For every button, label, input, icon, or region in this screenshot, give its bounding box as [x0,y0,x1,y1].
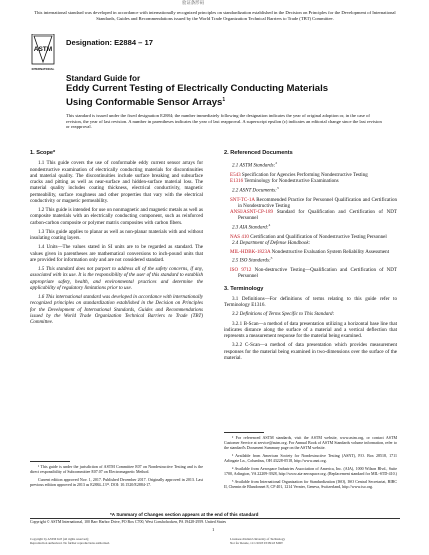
paragraph-1-1: 1.1 This guide covers the use of conformable eddy current sensor arrays for nondestructive examination of electrically conducting materials for discontinuities and material quality. The discontinuities include surface breaking and subsurface cracks and pitting as well as near-surface and hidden-surface material loss. The material quality includes coating thickness, electrical conductivity, magnetic permeability, surface roughness and other properties that vary with the electrical conductivity or magnetic permeability. [30,160,203,204]
paragraph-1-5: 1.5 This standard does not purport to address all of the safety concerns, if any, associated with its use. It is the responsibility of the user of this standard to establish appropriate safety, health, and environmental practices and determine the applicability of regulatory limitations prior to use. [30,266,203,291]
ref-snt-tc-1a: SNT-TC-1A [230,196,255,203]
logo-subtext: INTERNATIONAL [31,67,55,71]
standard-issue-note: This standard is issued under the fixed designation E2884; the number immediately following the designation indicates the year of original adoption or, in the case of revision, the year of last revision. A number in parentheses indicates the year of last reapproval. A superscript epsilon (ε) indicates an editorial change since the last revision or reapproval. [66,113,382,130]
paragraph-1-3: 1.3 This guide applies to planar as well as non-planar materials with and without insulating coating layers. [30,228,203,241]
iso-standards-label: 2.5 ISO Standards: [232,257,271,264]
ref-cp-189: ANSI/ASNT-CP-189 [230,209,273,216]
logo-text: ASTM [33,46,53,53]
paragraph-1-4: 1.4 Units—The values stated in SI units are to be regarded as standard. The values given in parentheses are mathematical conversions to inch-pound units that are provided for information only and are not considered standard. [30,244,203,263]
footnote-rule-left [30,461,70,462]
asnt-documents-label: 2.2 ASNT Documents: [232,187,277,194]
title-footnote-ref: 1 [222,96,226,103]
license-left: Copyright by ASTM Int'l (all rights reserved); Reproduction authorized. No further reproductions authorized. [30,537,110,545]
footnote-4: ⁴ Available from Aerospace Industries Association of America, Inc. (AIA), 1000 Wilson Blvd., Suite 1700, Arlington, VA 22209-3928, http://www.aia-aerospace.org. (Replacement standard for MIL-STD-410.) [224,466,397,476]
ref-link-e543[interactable]: E543 [230,172,241,179]
ref-nas-410: NAS 410 [230,233,249,240]
title-line-1: Standard Guide for [66,74,141,83]
footer-rule [30,518,400,519]
license-right: Licensee=Dalian University of Technology Not for Resale, 11/1/2018 03:09:43 MDT [230,537,286,545]
left-footnotes [30,464,203,490]
left-column [30,150,203,328]
footnote-1-edition: Current edition approved Nov. 1, 2017. Published December 2017. Originally approved in 2013. Last previous edition approved in 2013 as E2884–13¹¹. DOI: 10.1520/E2884-17. [30,477,203,487]
paragraph-1-6: 1.6 This international standard was developed in accordance with internationally recognized principles on standardization established in the Decision on Principles for the Development of International Standards, Guides and Recommendations issued by the World Trade Organization Technical Barriers to Trade (TBT) Committee. [30,294,203,325]
dod-handbook-label: 2.4 Department of Defense Handbook: [232,239,311,246]
document-title [66,74,328,108]
scope-heading: 1. Scope* [30,150,56,156]
title-line-3: Using Conformable Sensor Arrays [66,96,223,108]
aia-standard-label: 2.3 AIA Standard: [232,224,269,231]
paragraph-3-1: 3.1 Definitions—For definitions of terms relating to this guide refer to Terminology E1316. [224,295,397,309]
title-line-2: Eddy Current Testing of Electrically Conducting Materials [66,83,329,94]
astm-logo [30,34,56,74]
paragraph-3-2: 3.2 Definitions of Terms Specific to This Standard: [232,311,335,318]
ref-iso-9712: ISO 9712 [230,267,252,274]
right-footnotes [224,435,397,492]
footnote-5: ⁵ Available from International Organization for Standardization (ISO), ISO Central Secretariat, BIBC II, Chemin de Blandonnet 8, CP 401, 1214 Vernier, Geneva, Switzerland, http://www.iso.org. [224,479,397,489]
ref-mil-hdbk: MIL-HDBK-1823A [230,249,271,256]
summary-of-changes-note: *A Summary of Changes section appears at the end of this standard [110,512,259,517]
astm-standards-label: 2.1 ASTM Standards: [232,162,276,169]
license-footer [30,537,410,545]
page-number: 1 [212,527,215,532]
footnote-rule-right [224,432,264,433]
referenced-documents-heading: 2. Referenced Documents [224,150,293,156]
designation: Designation: E2884 – 17 [66,38,153,47]
paragraph-1-2: 1.2 This guide is intended for use on nonmagnetic and magnetic metals as well as composite materials with an electrically conducting component, such as reinforced carbon-carbon composite or polymer matrix composites with carbon fibers. [30,207,203,226]
copyright-line: Copyright © ASTM International, 100 Barr Harbor Drive, PO Box C700, West Conshohocken, PA 19428-2959. United States [30,520,226,524]
footnote-3: ³ Available from American Society for Nondestructive Testing (ASNT), P.O. Box 28518, 1711 Arlingate Ln., Columbus, OH 43228-0518, http://www.asnt.org. [224,453,397,463]
footnote-1: ¹ This guide is under the jurisdiction of ASTM Committee E07 on Nondestructive Testing and is the direct responsibility of Subcommittee E07.07 on Electromagnetic Method. [30,464,203,474]
development-notice: This international standard was developed in accordance with internationally recognized principles on standardization established in the Decision on Principles for the Development of International Standards, Guides and Recommendations issued by the World Trade Organization Technical Barriers to Trade (TBT) Committee. [34,10,396,21]
paragraph-3-2-2: 3.2.2 C-Scan—a method of data presentation which provides measurement responses for the material being examined in two-dimensions over the surface of the material. [224,342,397,361]
barcode-label: 验证条形码 [182,0,204,5]
ref-link-e1316[interactable]: E1316 [230,178,244,185]
terminology-heading: 3. Terminology [224,285,264,292]
right-column: 2. Referenced Documents 2.1 ASTM Standards:$^2$ E543 Specification for Agencies Performing Nondestructive Testing E1316 Terminology for Nondestructive Examinations 2.2 ASNT Documents:$^3$ SNT-TC-1A Recommended Practice for Personnel Qualification and Certification in Nondestructive Testing ANSI/ASNT-CP-189 Standard for Qualification and Certification of NDT Personnel 2.3 AIA Standard:$^4$ NAS 410 Certification and Qualification of Nondestructive Testing Personnel 2.4 Department of Defense Handbook: MIL-HDBK-1823A Nondestructive Evaluation System Reliability Assessment 2.5 ISO Standards:$^5$ ISO 9712 Non-destructive Testing—Qualification and Certification of NDT Personnel 3. Terminology 3.1 Definitions—For definitions of terms relating to this guide refer to Terminology E1316. 3.2 Definitions of Terms Specific to This Standard: 3.2.1 B-Scan—a method of data presentation utilizing a horizontal base line that indicates distance along the surface of a material and a vertical deflection that represents a measurement response for the material being examined. 3.2.2 C-Scan—a method of data presentation which provides measurement responses for the material being examined in two-dimensions over the surface of the material. [224,150,397,361]
paragraph-3-2-1: 3.2.1 B-Scan—a method of data presentation utilizing a horizontal base line that indicates distance along the surface of a material and a vertical deflection that represents a measurement response for the material being examined. [224,320,397,340]
footnote-2: ² For referenced ASTM standards, visit the ASTM website, www.astm.org, or contact ASTM Customer Service at service@astm.org. For Annual Book of ASTM Standards volume information, refer to the standard's Document Summary page on the ASTM website. [224,435,397,450]
